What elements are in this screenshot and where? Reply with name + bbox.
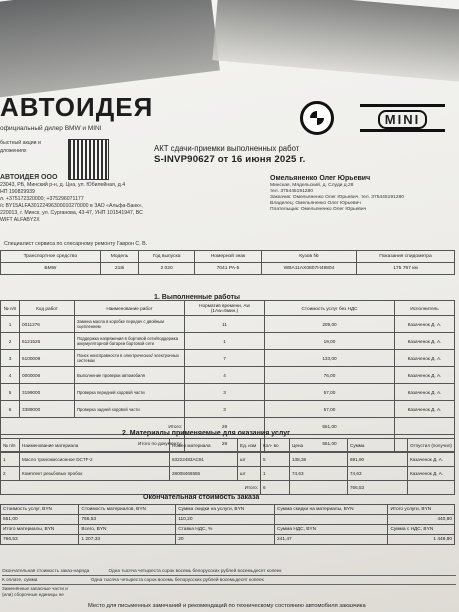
dealer-brand: АВТОИДЕЯ [0,92,154,122]
material-index: 2 [1,467,20,481]
works-header-index: № п/п [1,301,20,316]
vehicle-value-row [1,263,455,275]
act-number: S-INVP90627 от 16 июня 2025 г. [154,154,306,165]
table-row [1,467,455,481]
material-sum: 74,63 [348,467,408,481]
work-index: 6 [1,401,20,418]
materials-total-sum: 766,53 [348,481,408,495]
work-aw: 3 [185,401,265,418]
material-qty: 1 [261,467,290,481]
work-index: 4 [1,367,20,384]
material-qty: 5 [261,453,290,467]
work-executor: Казаченок Д. А. [395,350,455,367]
dealer-company-block [0,174,150,224]
replacement-note-1: Заменённые запасные части и [2,586,68,591]
final-sum-with-vat-value: 1 448,80 [388,535,455,545]
materials-header-unit: Ед. изм [238,439,261,453]
client-name: Омельяненко Олег Юрьевич [270,175,371,182]
promo-line-1: быстный акции и [0,140,41,146]
dealer-promo-text [0,139,41,155]
mini-logo-text: MINI [378,110,427,129]
material-index: 1 [1,453,20,467]
materials-total-row [1,481,455,495]
work-name: Выполнение проверки автомобиля [75,367,185,384]
final-service-discount-value: 110,20 [176,515,275,525]
work-code: 0000006 [20,367,75,384]
vehicle-odometer: 175 797 км [356,263,454,275]
works-header-row [1,301,455,316]
work-code: 6121526 [20,333,75,350]
work-code: 6100009 [20,350,75,367]
photo-background-left [0,0,220,99]
final-vat-sum-label: Сумма НДС, BYN [274,525,387,535]
materials-header-qty: Кол- во [261,439,290,453]
vehicle-header-body: Кузов № [261,251,356,263]
material-name: Масло трансмиссионное DCTF-2 [20,453,170,467]
final-header-material-discount: Сумма скидки на материалы, BYN [274,505,387,515]
vehicle-model: 218i [100,263,138,275]
final-all-label: Всего, BYN [79,525,176,535]
material-price: 74,63 [290,467,348,481]
final-materials-total-value: 766,53 [1,535,79,545]
work-executor: Казаченок Д. А. [395,316,455,333]
client-line-2: тел. 375445191280 [270,189,313,195]
payment-prefix: К оплате, сумма [2,577,38,582]
work-cost: 209,00 [265,316,395,333]
company-line-2: НП 190829939 [0,189,35,195]
table-row [1,401,455,418]
payment-words-line [2,577,456,585]
final-cost-value-row [1,515,455,525]
work-aw: 1 [185,333,265,350]
act-title: АКТ сдачи-приемки выполненных работ [154,144,300,153]
works-header-executor: Исполнитель [395,301,455,316]
materials-section-title: 2. Материалы применяемые для оказания услуг [122,430,291,437]
final-material-discount-value [274,515,387,525]
client-line-5: Плательщик: Омельяненко Олег Юрьевич [270,207,367,213]
final-header-service-discount: Сумма скидки на услуги, BYN [176,505,275,515]
document-total-label: Итого по документу: [1,435,185,452]
final-cost-header-row [1,505,455,515]
vehicle-header-row [1,251,455,263]
client-block [270,176,452,214]
work-cost: 19,00 [265,333,395,350]
replacement-note-2: (или) сборочные единицы не [2,592,64,597]
work-aw: 4 [185,367,265,384]
work-name: Поддержка напряжения в бортовой сети/поддержка аккумуляторной батареи бортовой сети [75,333,185,350]
vehicle-plate: 7041 PA-5 [194,263,261,275]
vehicle-header-year: Год выпуска [139,251,195,263]
material-released: Казаченок Д. А. [408,467,455,481]
final-sum-with-vat-label: Сумма с НДС, BYN [388,525,455,535]
final-cost-section-title: Окончательная стоимость заказа [143,494,260,501]
company-line-4: /с BY15ALFA30122496300010270000 в ЗАО «Альфа-Банк», [0,203,143,209]
work-aw: 7 [185,350,265,367]
final-services-value: 551,00 [1,515,79,525]
materials-header-sum: Сумма [348,439,408,453]
bmw-logo-icon [300,101,334,135]
work-name: Замена масла в коробке передач с двойным сцеплением [75,316,185,333]
final-all-value: 1 207,33 [79,535,176,545]
amount-words: Одна тысяча четыреста сорок восемь белорусских рублей восемьдесят копеек [108,568,282,573]
work-cost: 57,00 [265,384,395,401]
vehicle-year: 2 020 [139,263,195,275]
final-vat-sum-value: 241,47 [274,535,387,545]
final-vat-rate-value: 20 [176,535,275,545]
recommendations-title: Место для письменных замечаний и рекомендаций по техническому состоянию автомобиля заказчика [88,603,366,609]
final-cost-labels-row [1,525,455,535]
client-line-1: Минская, Мядельский, д. Слуди д.28 [270,183,354,189]
work-index: 2 [1,333,20,350]
work-cost: 133,00 [265,350,395,367]
dealer-subtitle: официальный дилер BMW и MINI [0,125,102,132]
work-code: 0011276 [20,316,75,333]
amount-prefix: Окончательная стоимость заказ-наряда [2,568,90,573]
company-line-6: WIFT ALFABY2X [0,217,40,223]
vehicle-header-model: Модель [100,251,138,263]
vehicle-header-odometer: Показания спидометра [356,251,454,263]
material-price: 138,38 [290,453,348,467]
materials-header-released: Отпустил (получил) [408,439,455,453]
work-name: Проверка передней ходовой части [75,384,185,401]
bottom-payment-lines [2,567,456,598]
work-executor: Казаченок Д. А. [395,333,455,350]
final-header-materials: Стоимость материалов, BYN [79,505,176,515]
vehicle-table [0,250,455,275]
document-total-cost: 551,00 [265,435,395,452]
material-unit: шт [238,453,261,467]
work-aw: 11 [185,316,265,333]
materials-total-label: Итого: [1,481,261,495]
client-line-3: Заказчик: Омельяненко Олег Юрьевич, тел. 375445191280 [270,195,404,201]
final-materials-value: 766,53 [79,515,176,525]
vehicle-header-transport: Транспортное средство [1,251,101,263]
final-header-services: Стоимость услуг, BYN [1,505,79,515]
work-code: 3199000 [20,384,75,401]
payment-words: Одна тысяча четыреста сорок восемь белорусских рублей восемьдесят копеек [90,577,264,582]
works-total-cost: 551,00 [265,418,395,435]
material-number: 28008466555 [170,467,238,481]
final-cost-total-row [1,535,455,545]
work-index: 3 [1,350,20,367]
final-total-services-value: 440,80 [388,515,455,525]
promo-line-2: дложениях [0,148,27,154]
amount-words-line [2,568,456,576]
work-executor: Казаченок Д. А. [395,401,455,418]
work-index: 5 [1,384,20,401]
works-total-aw: 29 [185,418,265,435]
materials-header-price: Цена [290,439,348,453]
materials-table [0,438,455,495]
company-line-3: л. +375172320000; +375296071177 [0,196,84,202]
work-cost: 57,00 [265,401,395,418]
works-header-name: Наименование работ [75,301,185,316]
final-cost-table [0,504,455,545]
service-specialist: Специалист сервиса по слесарному ремонту Гаврон С. В. [4,241,148,247]
materials-header-index: № п/п [1,439,20,453]
table-row [1,333,455,350]
works-header-cost: Стоимость услуг без НДС [265,301,395,316]
work-name: Проверка задней ходовой части [75,401,185,418]
table-row [1,384,455,401]
vehicle-body-number: WBA11AX0807H49804 [261,263,356,275]
table-row [1,367,455,384]
work-aw: 3 [185,384,265,401]
final-total-materials-label: Итого материалы, BYN [1,525,79,535]
material-unit: шт [238,467,261,481]
table-row [1,316,455,333]
table-row [1,350,455,367]
materials-header-name: Наименование материала [20,439,170,453]
works-total-label: Итого: [1,418,185,435]
material-name: Комплект резьбовых пробок [20,467,170,481]
client-line-4: Владелец: Омельяненко Олег Юрьевич [270,201,361,207]
materials-header-number: Номер материала [170,439,238,453]
table-row [1,453,455,467]
material-number: 83222483AC81 [170,453,238,467]
work-index: 1 [1,316,20,333]
company-line-5: 220013, г. Минск, ул. Сурганова, 43-47, УНП 101541947, ВС [0,210,143,216]
material-released: Казаченок Д. А. [408,453,455,467]
vehicle-header-plate: Номерной знак [194,251,261,263]
works-section-title: 1. Выполненные работы [154,294,240,301]
vehicle-make: BMW [1,263,101,275]
work-cost: 76,00 [265,367,395,384]
works-header-code: Код работ [20,301,75,316]
materials-header-row [1,439,455,453]
works-header-aw: Норматив времени, Aw (1Aw=5мин.) [185,301,265,316]
work-code: 3389000 [20,401,75,418]
material-sum: 691,90 [348,453,408,467]
final-header-total-services: Итого услуги, BYN [388,505,455,515]
work-name: Поиск неисправности в электрических/ электронных системах [75,350,185,367]
final-vat-rate-label: Ставка НДС, % [176,525,275,535]
mini-logo-icon [360,104,445,132]
company-line-1: 23043, РБ, Минский р-н, д. Цна, ул. Юбилейная, д.4 [0,182,126,188]
materials-total-qty: 6 [261,481,290,495]
photo-background-right [212,0,459,84]
work-executor: Казаченок Д. А. [395,367,455,384]
work-executor: Казаченок Д. А. [395,384,455,401]
company-name: АВТОИДЕЯ ООО [0,174,58,181]
document-total-aw: 29 [185,435,265,452]
